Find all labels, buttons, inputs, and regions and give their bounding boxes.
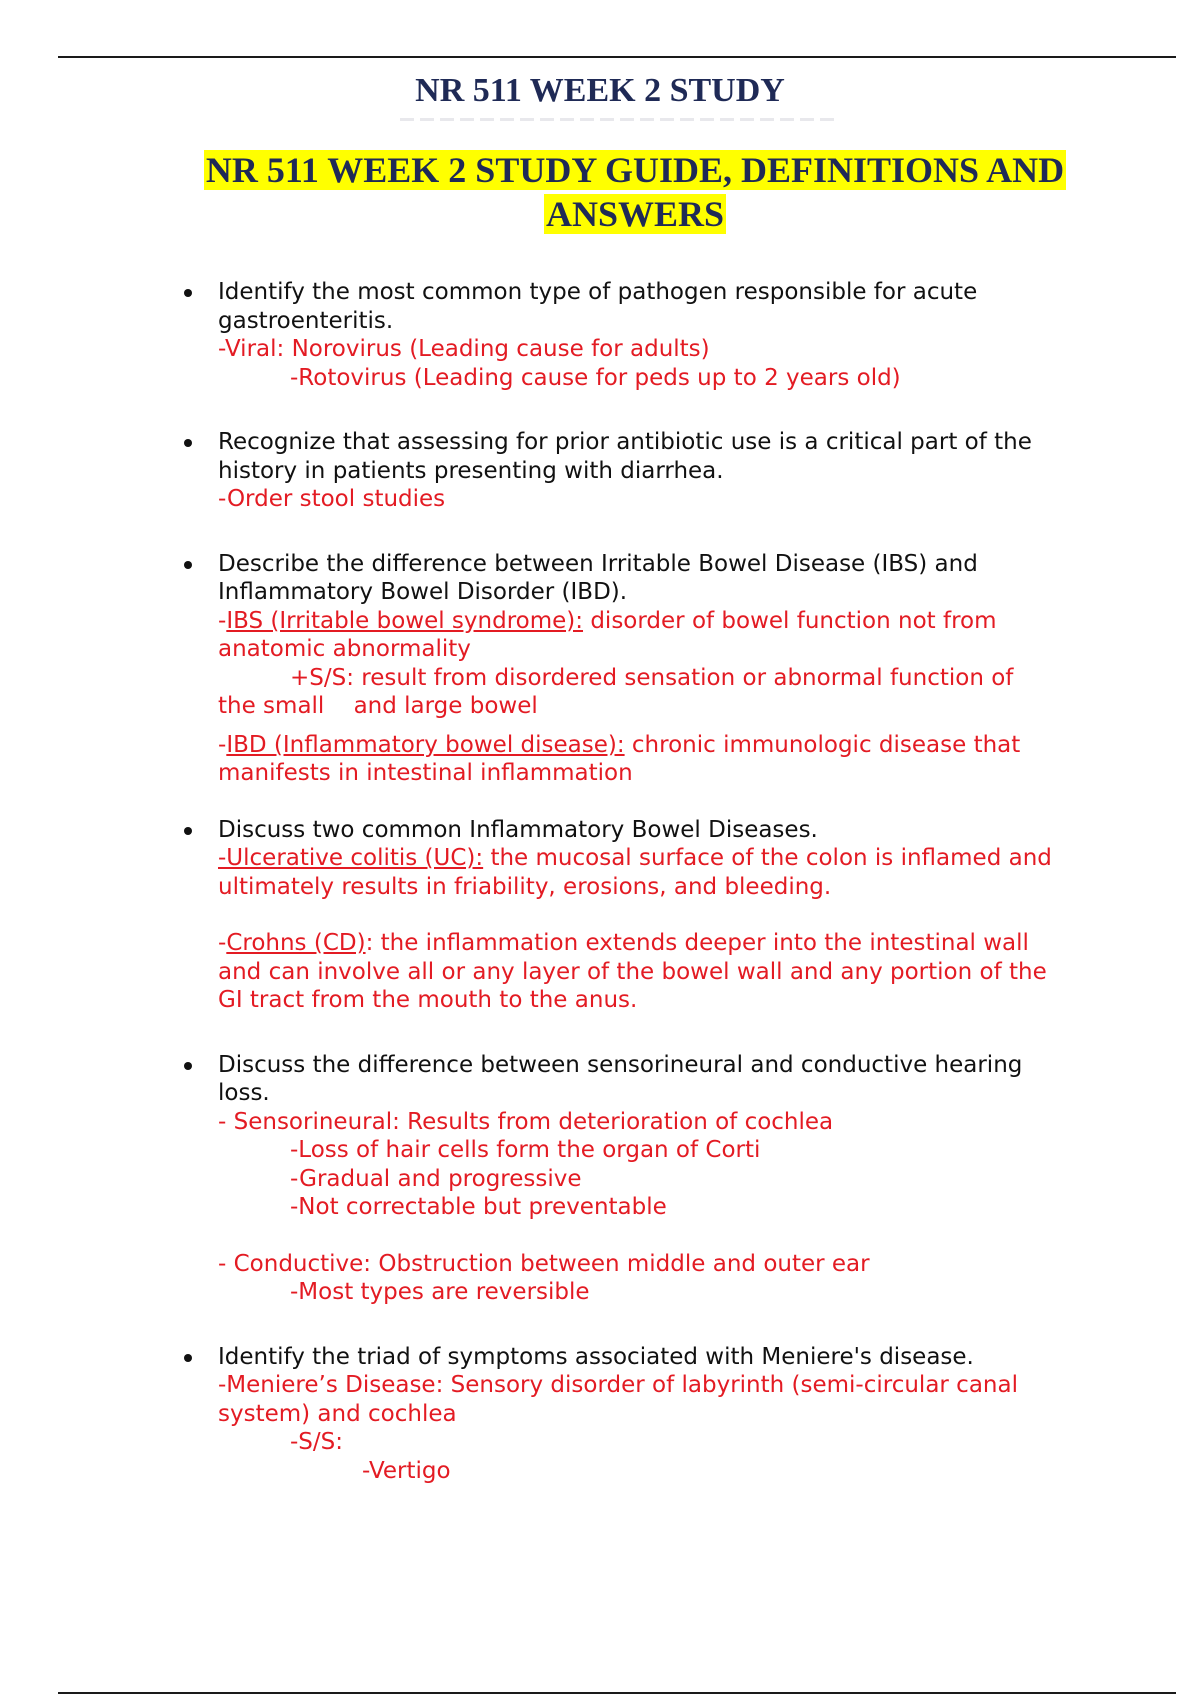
ibd-term: IBD (Inflammatory bowel disease):	[226, 731, 625, 758]
answer-ibs	[218, 607, 1070, 664]
title-line-2: ANSWERS	[545, 194, 725, 234]
cd-definition: : the inflammation extends deeper into the intestinal wall and can involve all or any layer of the bowel wall and any portion of the GI tract from the mouth to the anus.	[218, 930, 1047, 1013]
bullet-icon	[184, 1354, 192, 1362]
header-bleed-through	[400, 118, 840, 121]
answer-line: -Not correctable but preventable	[290, 1194, 667, 1220]
answer-line: -Most types are reversible	[290, 1279, 590, 1305]
ibs-definition: disorder of bowel function not from anatomic abnormality	[218, 607, 997, 662]
answer-line: -Viral: Norovirus (Leading cause for adults)	[218, 336, 710, 362]
cd-prefix: -	[218, 930, 227, 956]
list-item	[0, 1343, 1200, 1486]
question-text: Describe the difference between Irritable Bowel Disease (IBS) and Inflammatory Bowel Disorder (IBD).	[218, 550, 978, 605]
list-item	[0, 428, 1200, 514]
ibs-ss: +S/S: result from disordered sensation or abnormal function of	[290, 664, 1014, 691]
answer-cd	[218, 929, 1070, 1015]
bullet-icon	[184, 561, 192, 569]
list-item	[0, 1051, 1200, 1307]
answer-uc	[218, 844, 1070, 901]
uc-term: -Ulcerative colitis (UC):	[218, 845, 484, 871]
list-item	[0, 816, 1200, 1015]
header-title: NR 511 WEEK 2 STUDY	[415, 72, 785, 109]
question-text: Discuss two common Inflammatory Bowel Diseases.	[218, 816, 818, 843]
bullet-icon	[184, 289, 192, 297]
ibd-prefix: -	[218, 731, 227, 758]
ibs-ss-continued: the small and large bowel	[218, 693, 538, 719]
answer-line: -Gradual and progressive	[290, 1165, 582, 1192]
answer-line: -Rotovirus (Leading cause for peds up to 2 years old)	[290, 364, 901, 391]
ibd-definition: chronic immunologic disease that manifests in intestinal inflammation	[218, 731, 1021, 786]
top-rule	[58, 56, 1176, 58]
page-header	[0, 72, 1200, 110]
bullet-icon	[184, 439, 192, 447]
cd-term: Crohns (CD)	[226, 930, 366, 956]
list-item	[0, 278, 1200, 392]
answer-line: -Loss of hair cells form the organ of Corti	[290, 1137, 761, 1163]
document-title	[150, 148, 1120, 236]
answer-line: -S/S:	[290, 1429, 343, 1455]
answer-line: - Sensorineural: Results from deterioration of cochlea	[218, 1108, 834, 1135]
question-text: Identify the triad of symptoms associated with Meniere's disease.	[218, 1343, 974, 1370]
bottom-rule	[58, 1692, 1176, 1694]
answer-line: -Meniere’s Disease: Sensory disorder of labyrinth (semi-circular canal system) and cochlea	[218, 1372, 1018, 1427]
bullet-icon	[184, 827, 192, 835]
answer-ibd	[218, 731, 1070, 788]
study-guide-content	[0, 278, 1200, 1485]
title-line-1: NR 511 WEEK 2 STUDY GUIDE, DEFINITIONS AND	[205, 150, 1065, 190]
ibs-term: IBS (Irritable bowel syndrome):	[226, 607, 584, 634]
answer-line: -Vertigo	[362, 1457, 451, 1484]
answer-line: -Order stool studies	[218, 486, 446, 512]
uc-definition: the mucosal surface of the colon is inflamed and ultimately results in friability, erosions, and bleeding.	[218, 845, 1052, 900]
question-text: Identify the most common type of pathogen responsible for acute gastroenteritis.	[218, 279, 978, 334]
bullet-icon	[184, 1062, 192, 1070]
list-item	[0, 550, 1200, 788]
answer-ibs-ss	[218, 664, 1070, 721]
question-text: Recognize that assessing for prior antibiotic use is a critical part of the history in patients presenting with diarrhea.	[218, 429, 1032, 484]
ibs-prefix: -	[218, 607, 227, 634]
question-text: Discuss the difference between sensorineural and conductive hearing loss.	[218, 1051, 1023, 1106]
answer-line: - Conductive: Obstruction between middle and outer ear	[218, 1250, 870, 1277]
